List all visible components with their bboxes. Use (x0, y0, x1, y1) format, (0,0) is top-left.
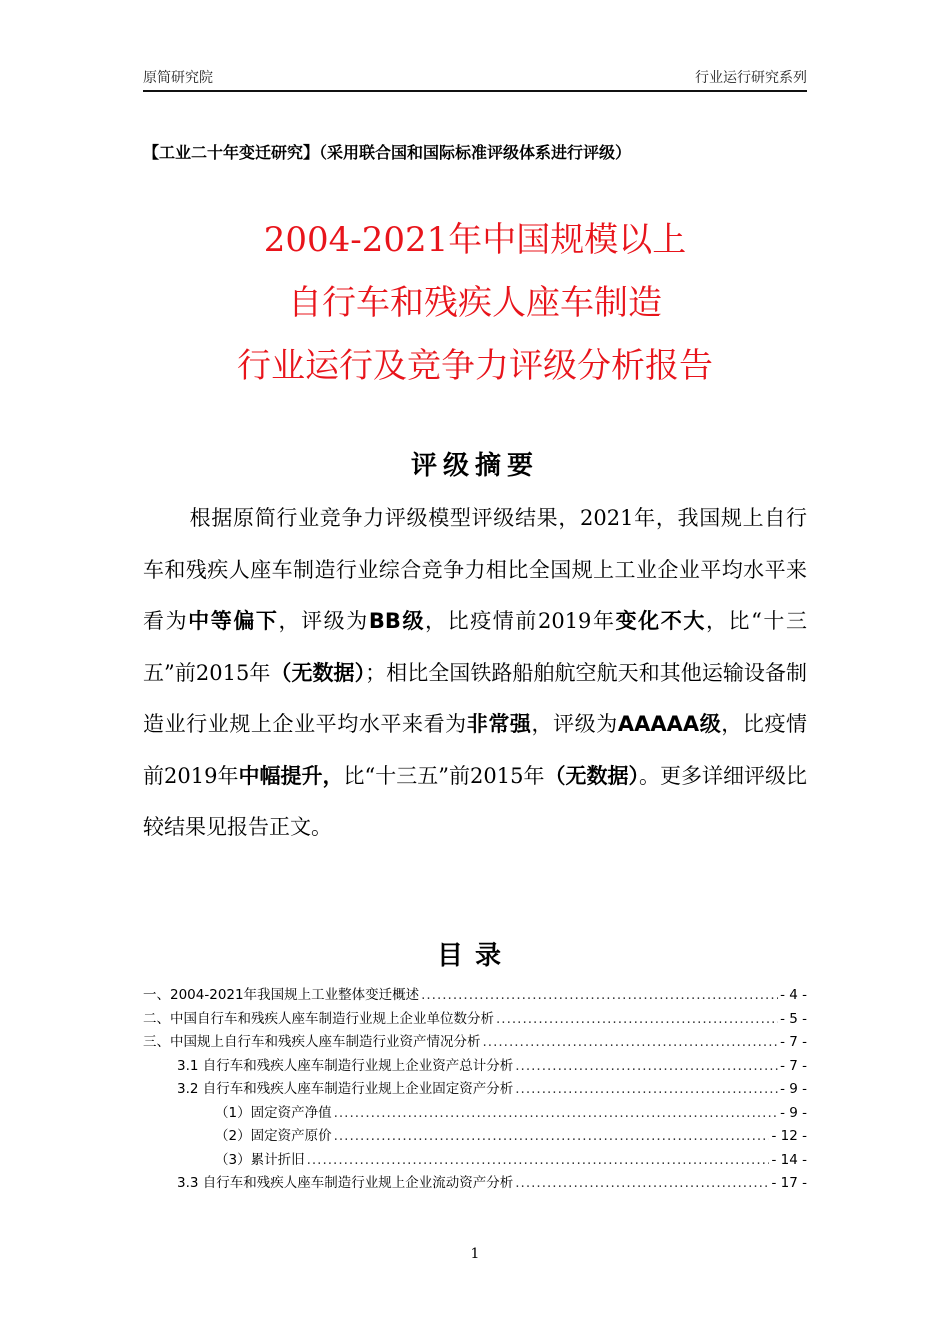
header-rule (143, 90, 807, 92)
toc-dot-leader (496, 1011, 778, 1027)
toc-entry-label: （1）固定资产净值 (215, 1104, 332, 1121)
abstract-emphasis: AAAAA级 (617, 712, 722, 736)
toc-entry[interactable] (143, 1077, 807, 1101)
toc-entry-label: 3.1 自行车和残疾人座车制造行业规上企业资产总计分析 (177, 1057, 514, 1074)
series-line (143, 140, 843, 163)
report-title-line-2: 自行车和残疾人座车制造 (288, 283, 662, 323)
abstract-heading: 评级摘要 (410, 451, 539, 481)
abstract-segment: ；相比全国铁路船舶航空航天和其他运输设备制造业行业规上企业平均水平来看为 (143, 660, 807, 736)
header-series: 行业运行研究系列 (695, 70, 807, 86)
abstract-body (143, 493, 807, 854)
report-title-line-1: 2004-2021年中国规模以上 (263, 220, 687, 260)
toc-entry-page: - 7 - (780, 1034, 807, 1050)
toc-entry-label: 二、中国自行车和残疾人座车制造行业规上企业单位数分析 (143, 1010, 494, 1027)
abstract-emphasis: （无数据） (270, 660, 366, 685)
toc-entry-label: （2）固定资产原价 (215, 1128, 332, 1144)
toc-entry[interactable] (143, 1148, 807, 1172)
abstract-segment: ，比“十三五”前2015年 (143, 609, 808, 685)
abstract-segment: 。更多详细评级比较结果见报告正文。 (143, 763, 808, 839)
toc-entry-page: - 4 - (780, 987, 807, 1003)
series-paren: （采用联合国和国际标准评级体系进行评级） (319, 143, 632, 162)
toc-entry[interactable] (143, 983, 807, 1007)
abstract-emphasis: BB级 (368, 609, 426, 633)
report-title-line-3: 行业运行及竞争力评级分析报告 (237, 346, 713, 386)
toc-dot-leader (515, 1175, 769, 1191)
toc-dot-leader (334, 1128, 770, 1144)
toc-dot-leader (483, 1034, 779, 1050)
toc-dot-leader (421, 987, 778, 1003)
header-institute: 原简研究院 (143, 70, 213, 86)
abstract-emphasis: 中等偏下 (188, 609, 279, 633)
abstract-segment: 根据原简行业竞争力评级模型评级结果，2021年，我国规上自行车和残疾人座车制造行业综合竞争力相比全国规上工业企业平均水平来看为 (143, 506, 807, 633)
page-number: 1 (470, 1246, 480, 1262)
toc-heading: 目录 (436, 941, 513, 971)
toc-entry-page: - 14 - (771, 1151, 807, 1168)
toc-entry-label: 一、2004-2021年我国规上工业整体变迁概述 (143, 987, 420, 1003)
table-of-contents (143, 983, 807, 1195)
toc-entry-page: - 5 - (780, 1010, 807, 1027)
abstract-emphasis: 变化不大 (615, 609, 706, 633)
toc-entry-page: - 9 - (780, 1104, 807, 1121)
toc-dot-leader (515, 1081, 778, 1097)
toc-entry[interactable] (143, 1007, 807, 1031)
abstract-segment: ，比疫情前2019年 (143, 712, 808, 788)
abstract-segment: ，评级为 (531, 712, 618, 736)
abstract-emphasis: 非常强 (466, 712, 532, 736)
toc-entry-page: - 7 - (780, 1057, 807, 1074)
abstract-segment: ，比疫情前2019年 (425, 609, 616, 633)
abstract-segment: 比“十三五”前2015年 (343, 763, 545, 788)
abstract-emphasis: （无数据） (544, 763, 639, 788)
toc-entry-label: （3）累计折旧 (215, 1151, 305, 1168)
toc-entry-label: 3.3 自行车和残疾人座车制造行业规上企业流动资产分析 (177, 1175, 514, 1191)
toc-entry[interactable] (143, 1030, 807, 1054)
toc-entry-label: 三、中国规上自行车和残疾人座车制造行业资产情况分析 (143, 1034, 481, 1050)
toc-entry[interactable] (143, 1054, 807, 1078)
toc-dot-leader (307, 1152, 770, 1168)
abstract-segment: ，评级为 (278, 609, 369, 633)
toc-dot-leader (334, 1105, 778, 1121)
toc-entry-label: 3.2 自行车和残疾人座车制造行业规上企业固定资产分析 (177, 1081, 514, 1097)
toc-entry-page: - 9 - (780, 1081, 807, 1097)
toc-entry[interactable] (143, 1171, 807, 1195)
toc-entry-page: - 17 - (771, 1175, 807, 1191)
toc-entry[interactable] (143, 1101, 807, 1125)
series-bracket: 【工业二十年变迁研究】 (143, 143, 320, 162)
abstract-text (143, 506, 807, 839)
toc-dot-leader (515, 1058, 778, 1074)
toc-entry[interactable] (143, 1124, 807, 1148)
toc-entry-page: - 12 - (771, 1128, 807, 1144)
abstract-emphasis: 中幅提升， (238, 763, 344, 788)
